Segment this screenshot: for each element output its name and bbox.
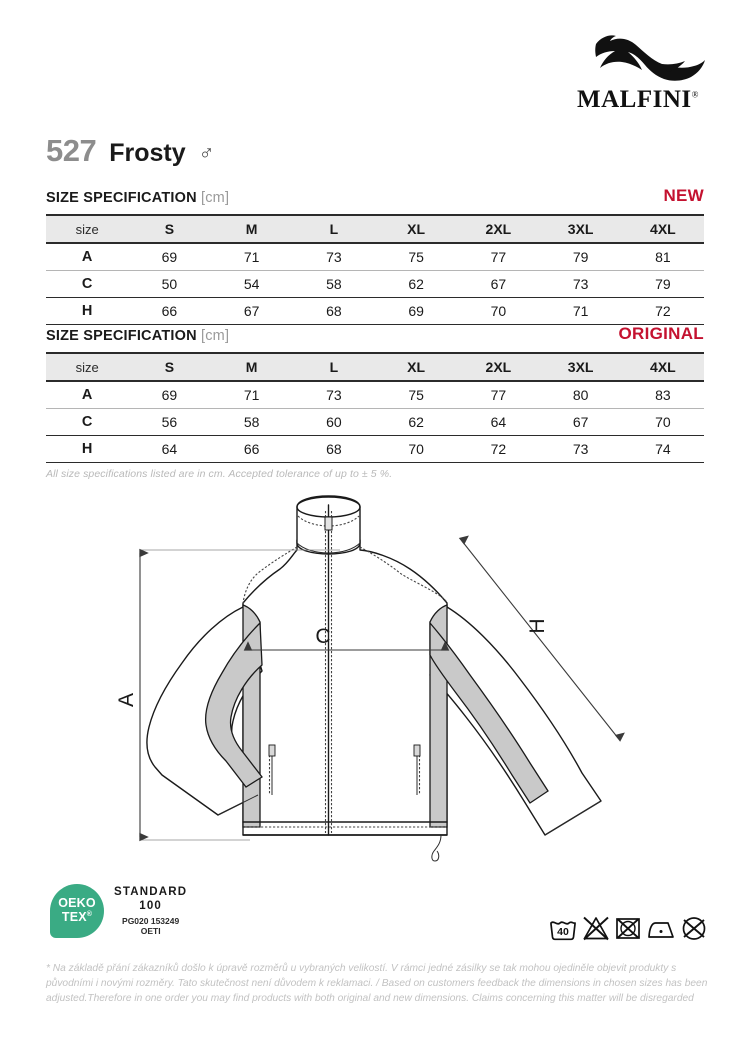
cell: 62	[375, 271, 457, 298]
cell: 83	[622, 381, 704, 409]
column-header: S	[128, 353, 210, 381]
spec-heading-original: SIZE SPECIFICATION [cm]	[46, 328, 230, 344]
cell: 72	[457, 436, 539, 463]
cell: 71	[211, 243, 293, 271]
column-header: size	[46, 353, 128, 381]
size-table-original	[46, 352, 704, 463]
flying-eagle-icon	[570, 28, 706, 84]
table-row	[46, 271, 704, 298]
spec-unit-new: [cm]	[201, 190, 230, 206]
product-name: Frosty	[109, 139, 186, 167]
oeko-institute: OETI	[140, 926, 161, 937]
cell: 67	[540, 409, 622, 436]
oeko-tex-mark-icon	[50, 884, 104, 938]
cell: 70	[375, 436, 457, 463]
cell: 79	[540, 243, 622, 271]
do-not-bleach-icon	[582, 915, 610, 941]
cell: 64	[457, 409, 539, 436]
table-row	[46, 409, 704, 436]
cell: 62	[375, 409, 457, 436]
row-label: A	[46, 381, 128, 409]
oeko-standard-number: 100	[139, 900, 163, 913]
cell: 71	[540, 298, 622, 325]
cell: 66	[128, 298, 210, 325]
cell: 69	[375, 298, 457, 325]
spec-header-new	[46, 186, 704, 206]
cell: 72	[622, 298, 704, 325]
column-header: 2XL	[457, 353, 539, 381]
cell: 56	[128, 409, 210, 436]
oeko-tex-details	[114, 885, 187, 937]
spec-unit-original: [cm]	[201, 328, 230, 344]
table-row	[46, 298, 704, 325]
do-not-dry-clean-icon	[680, 915, 708, 941]
spec-heading-new: SIZE SPECIFICATION [cm]	[46, 190, 230, 206]
cell: 80	[540, 381, 622, 409]
cell: 66	[211, 436, 293, 463]
cell: 70	[622, 409, 704, 436]
cell: 75	[375, 243, 457, 271]
oeko-standard: STANDARD	[114, 886, 188, 898]
spec-header-original	[46, 324, 704, 344]
registered-mark: ®	[691, 89, 699, 100]
cell: 81	[622, 243, 704, 271]
column-header: 3XL	[540, 215, 622, 243]
cell: 69	[128, 243, 210, 271]
cell: 73	[540, 271, 622, 298]
column-header: M	[211, 215, 293, 243]
cell: 64	[128, 436, 210, 463]
cell: 58	[211, 409, 293, 436]
row-label: H	[46, 298, 128, 325]
cell: 74	[622, 436, 704, 463]
column-header: size	[46, 215, 128, 243]
column-header: L	[293, 215, 375, 243]
cell: 58	[293, 271, 375, 298]
column-header: S	[128, 215, 210, 243]
column-header: XL	[375, 353, 457, 381]
column-header: 4XL	[622, 353, 704, 381]
variant-badge-new: NEW	[663, 186, 704, 205]
row-label: A	[46, 243, 128, 271]
size-table-new	[46, 214, 704, 325]
cell: 77	[457, 243, 539, 271]
care-symbols	[548, 915, 708, 941]
row-label: C	[46, 271, 128, 298]
column-header: XL	[375, 215, 457, 243]
cell: 68	[293, 436, 375, 463]
oeko-line1: OEKO	[58, 896, 96, 911]
cell: 71	[211, 381, 293, 409]
brand-name: MALFINI®	[577, 86, 699, 113]
do-not-tumble-dry-icon	[614, 915, 642, 941]
variant-badge-original: ORIGINAL	[618, 324, 704, 343]
dimension-label-h: H	[526, 618, 549, 634]
tolerance-note: All size specifications listed are in cm. Accepted tolerance of up to ± 5 %.	[46, 468, 393, 480]
male-symbol-icon: ♂	[198, 142, 215, 165]
table-header-row	[46, 215, 704, 243]
cell: 73	[293, 381, 375, 409]
column-header: 3XL	[540, 353, 622, 381]
iron-low-icon	[646, 915, 676, 941]
wash-40-icon	[548, 915, 578, 941]
column-header: L	[293, 353, 375, 381]
table-row	[46, 243, 704, 271]
oeko-certificate: PG020 153249	[122, 915, 180, 926]
row-label: H	[46, 436, 128, 463]
column-header: M	[211, 353, 293, 381]
cell: 75	[375, 381, 457, 409]
product-title	[46, 133, 214, 169]
column-header: 4XL	[622, 215, 704, 243]
dimension-label-c: C	[315, 625, 331, 648]
cell: 79	[622, 271, 704, 298]
cell: 69	[128, 381, 210, 409]
brand-logo	[568, 28, 708, 114]
cell: 77	[457, 381, 539, 409]
column-header: 2XL	[457, 215, 539, 243]
cell: 67	[211, 298, 293, 325]
cell: 67	[457, 271, 539, 298]
footnote-disclaimer: * Na základě přání zákazníků došlo k úpravě rozměrů u vybraných velikostí. V rámci jedné zásilky se tak mohou ojediněle objevit produkty s původními i novými rozměry. Tato skutečnost není důvodem k reklamaci. / Based on customers feedback the dimensions in chosen sizes has been adjusted.Therefore in one order you may find products with both original and new dimensions. Claims concerning this matter will be disregarded	[46, 963, 708, 1004]
cell: 73	[293, 243, 375, 271]
row-label: C	[46, 409, 128, 436]
table-row	[46, 381, 704, 409]
jacket-technical-drawing	[0, 495, 750, 885]
svg-text:40: 40	[557, 926, 569, 938]
table-header-row	[46, 353, 704, 381]
cell: 50	[128, 271, 210, 298]
product-code: 527	[46, 133, 97, 168]
table-row	[46, 436, 704, 463]
oeko-tex-badge	[50, 884, 187, 938]
cell: 54	[211, 271, 293, 298]
dimension-label-a: A	[115, 692, 138, 708]
cell: 68	[293, 298, 375, 325]
cell: 70	[457, 298, 539, 325]
oeko-line2: TEX®	[61, 910, 93, 925]
cell: 73	[540, 436, 622, 463]
cell: 60	[293, 409, 375, 436]
